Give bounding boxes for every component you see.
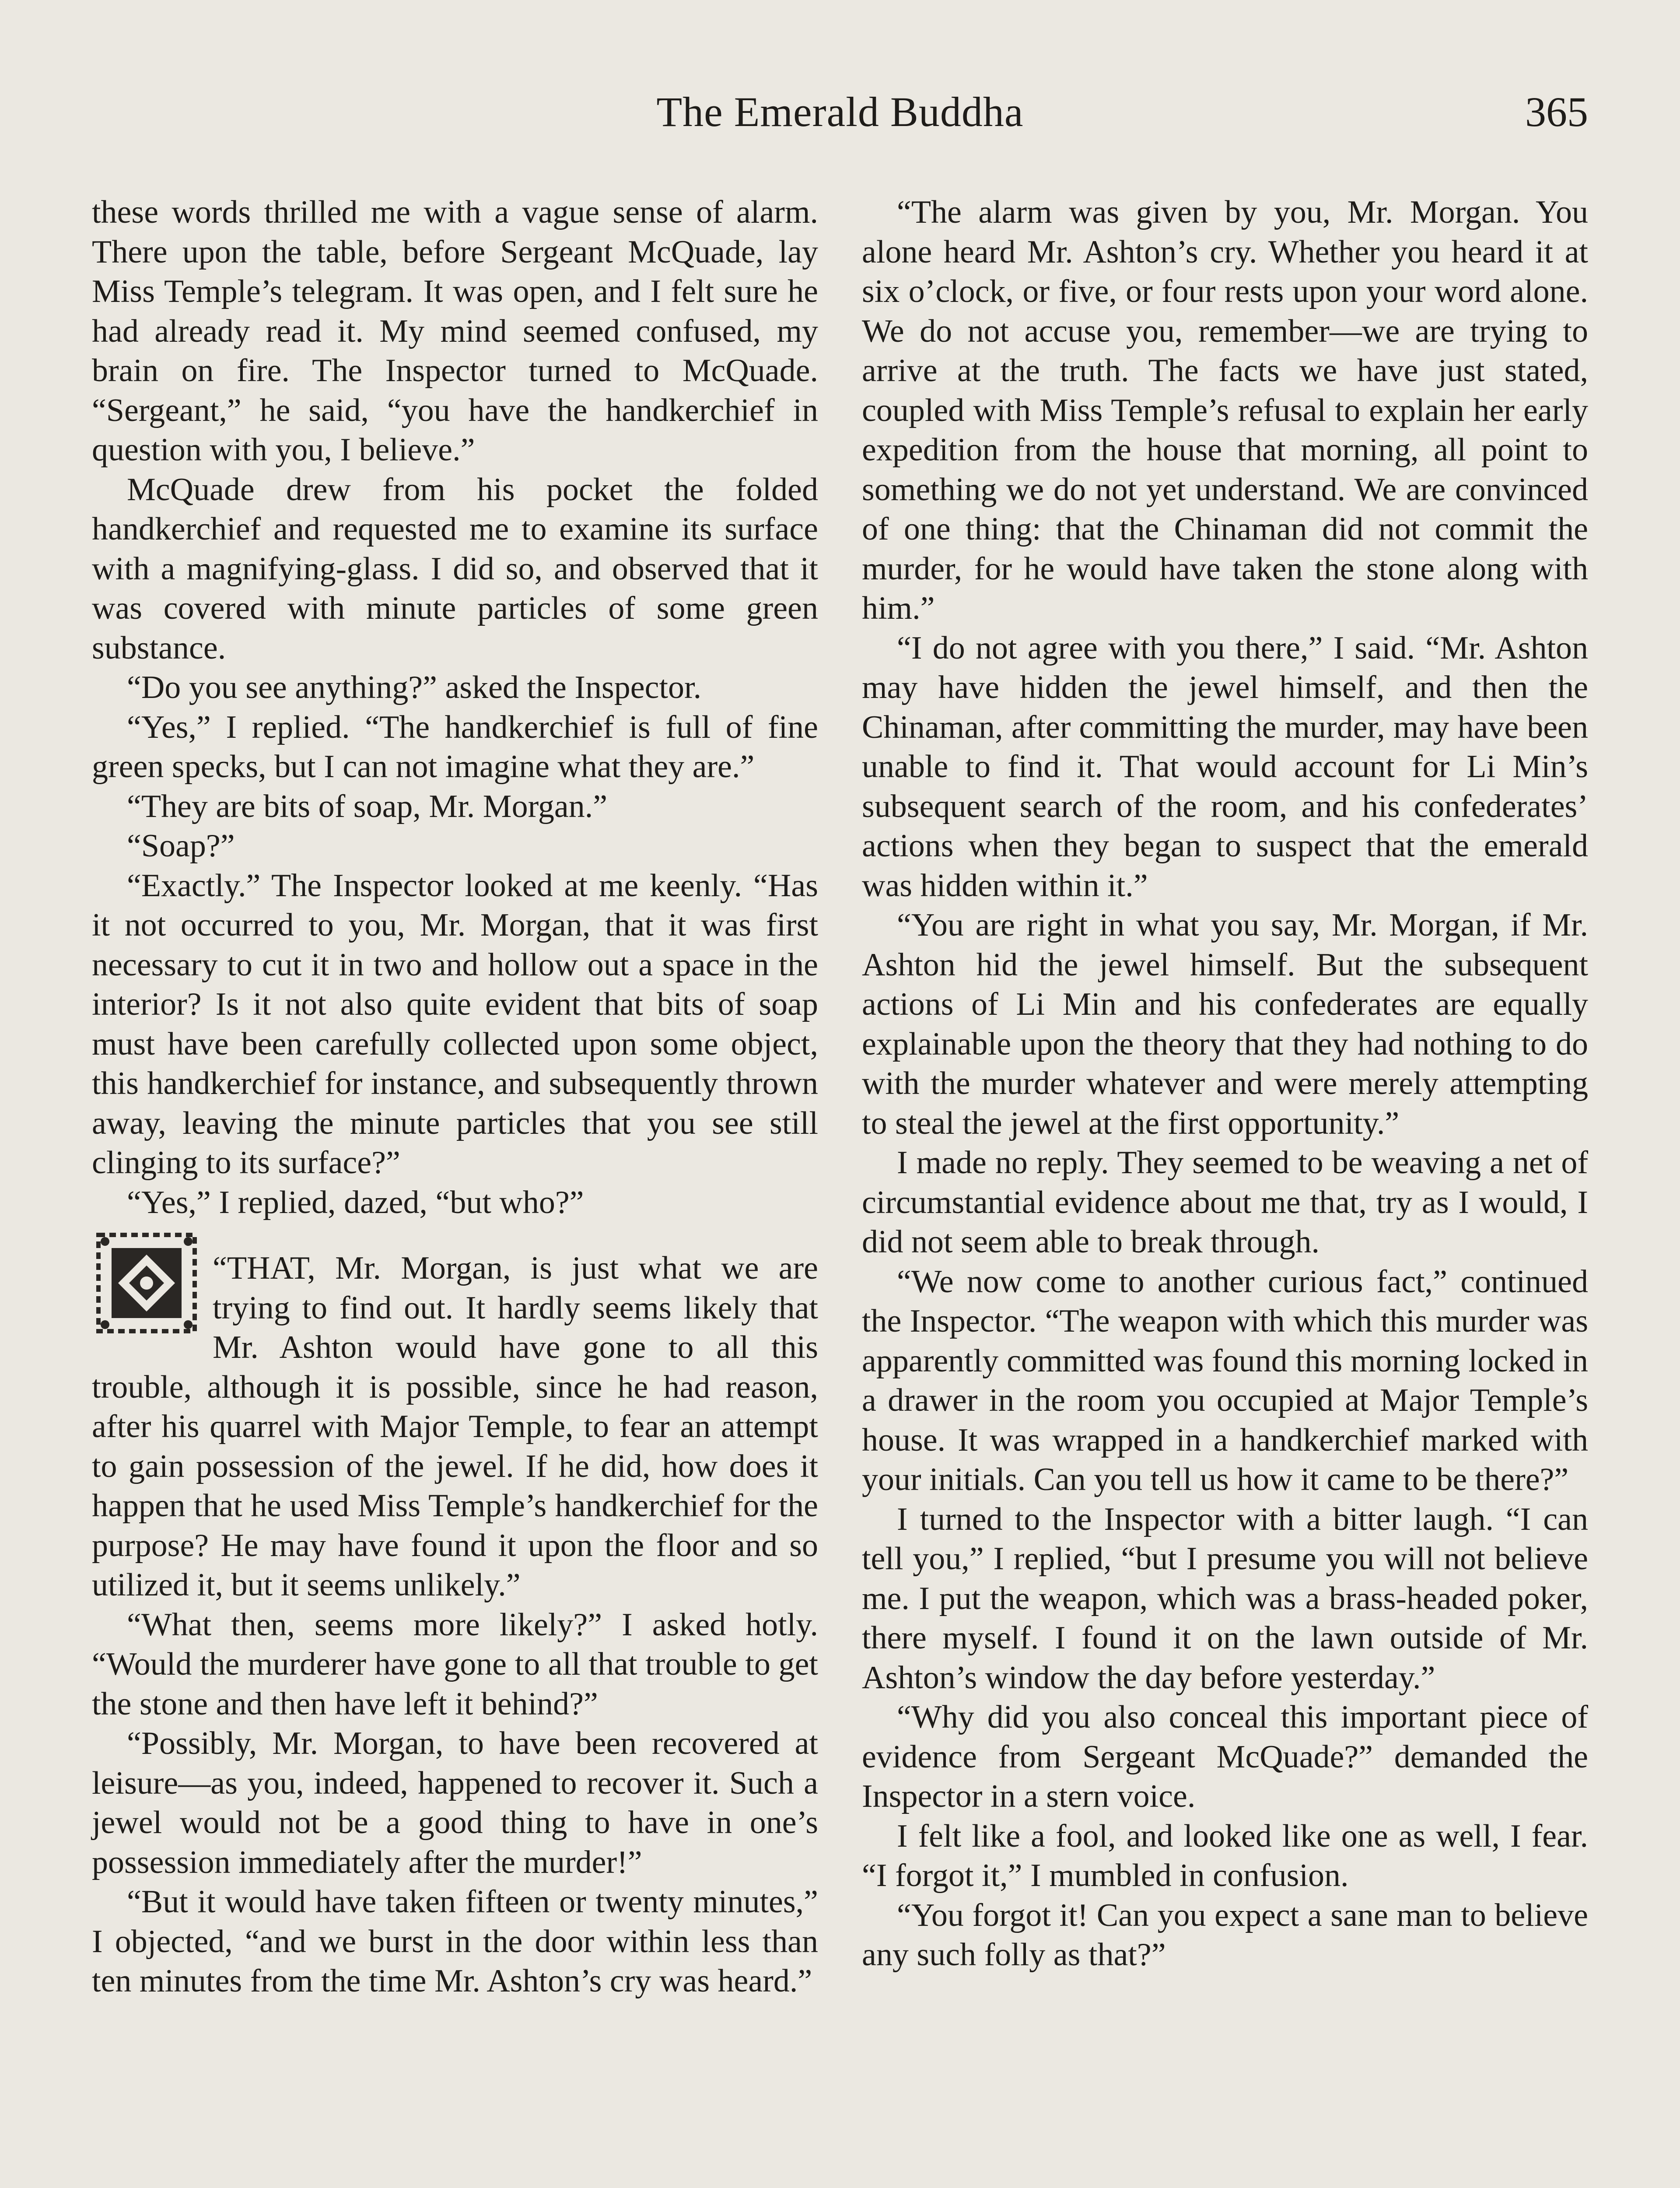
paragraph: these words thrilled me with a vague sense of alarm. There upon the table, before Sergeant McQuade, lay Miss Temple’s telegram. It was open, and I felt sure he had already read it. My mind seemed confused, my brain on fire. The Inspector turned to McQuade. “Sergeant,” he said, “you have the handkerchief in question with you, I believe.”: [92, 194, 818, 468]
left-column: [92, 193, 818, 2001]
paragraph: “Yes,” I replied. “The handkerchief is full of fine green specks, but I can not imagine what they are.”: [92, 709, 818, 785]
paragraph: “Possibly, Mr. Morgan, to have been recovered at leisure—as you, indeed, happened to recover it. Such a jewel would not be a good thing to have in one’s possession immediately after the murder!”: [92, 1725, 818, 1880]
paragraph: “Do you see anything?” asked the Inspector.: [127, 670, 702, 705]
paragraph: I turned to the Inspector with a bitter laugh. “I can tell you,” I replied, “but I presume you will not believe me. I put the weapon, which was a brass-headed poker, there myself. I found it on the lawn outside of Mr. Ashton’s window the day before yesterday.”: [862, 1501, 1588, 1696]
paragraph: “You forgot it! Can you expect a sane man to believe any such folly as that?”: [862, 1897, 1588, 1973]
page-number: 365: [1525, 88, 1588, 135]
running-title: The Emerald Buddha: [656, 88, 1024, 135]
right-column: [862, 193, 1588, 1975]
paragraph: “They are bits of soap, Mr. Morgan.”: [127, 788, 608, 824]
ornamental-dropcap-icon: [92, 1228, 201, 1338]
paragraph: “Why did you also conceal this important piece of evidence from Sergeant McQuade?” demanded the Inspector in a stern voice.: [862, 1699, 1588, 1814]
paragraph: “We now come to another curious fact,” continued the Inspector. “The weapon with which this murder was apparently committed was found this morning locked in a drawer in the room you occupied at Major Temple’s house. It was wrapped in a handkerchief marked with your initials. Can you tell us how it came to be there?”: [862, 1263, 1588, 1497]
paragraph: “Exactly.” The Inspector looked at me keenly. “Has it not occurred to you, Mr. Morgan, that it was first necessary to cut it in two and hollow out a space in the interior? Is it not also quite evident that bits of soap must have been carefully collected upon some object, this handkerchief for instance, and subsequently thrown away, leaving the minute particles that you see still clinging to its surface?”: [92, 867, 818, 1181]
paragraph: I felt like a fool, and looked like one as well, I fear. “I forgot it,” I mumbled in confusion.: [862, 1818, 1588, 1893]
paragraph: “THAT, Mr. Morgan, is just what we are trying to find out. It hardly seems likely that Mr. Ashton would have gone to all this trouble, although it is possible, since he had reason, after his quarrel with Major Temple, to fear an attempt to gain possession of the jewel. If he did, how does it happen that he used Miss Temple’s handkerchief for the purpose? He may have found it upon the floor and so utilized it, but it seems unlikely.”: [92, 1250, 818, 1603]
paragraph: “I do not agree with you there,” I said. “Mr. Ashton may have hidden the jewel himself, and then the Chinaman, after committing the murder, may have been unable to find it. That would account for Li Min’s subsequent search of the room, and his confederates’ actions when they began to suspect that the emerald was hidden within it.”: [862, 630, 1588, 904]
paragraph: “The alarm was given by you, Mr. Morgan. You alone heard Mr. Ashton’s cry. Whether you heard it at six o’clock, or five, or four rests upon your word alone. We do not accuse you, remember—we are trying to arrive at the truth. The facts we have just stated, coupled with Miss Temple’s refusal to explain her early expedition from the house that morning, all point to something we do not yet understand. We are convinced of one thing: that the Chinaman did not commit the murder, for he would have taken the stone along with him.”: [862, 194, 1588, 626]
paragraph: McQuade drew from his pocket the folded handkerchief and requested me to examine its surface with a magnifying-glass. I did so, and observed that it was covered with minute particles of some green substance.: [92, 471, 818, 666]
paragraph: “But it would have taken fifteen or twenty minutes,” I objected, “and we burst in the door within less than ten minutes from the time Mr. Ashton’s cry was heard.”: [92, 1884, 818, 1999]
paragraph: “Yes,” I replied, dazed, “but who?”: [127, 1184, 584, 1220]
paragraph: “Soap?”: [127, 828, 235, 864]
running-header: [92, 88, 1588, 144]
paragraph: “What then, seems more likely?” I asked hotly. “Would the murderer have gone to all that trouble to get the stone and then have left it behind?”: [92, 1606, 818, 1722]
paragraph: “You are right in what you say, Mr. Morgan, if Mr. Ashton hid the jewel himself. But the subsequent actions of Li Min and his confederates are equally explainable upon the theory that they had nothing to do with the murder whatever and were merely attempting to steal the jewel at the first opportunity.”: [862, 907, 1588, 1141]
paragraph: I made no reply. They seemed to be weaving a net of circumstantial evidence about me that, try as I would, I did not seem able to break through.: [862, 1145, 1588, 1260]
